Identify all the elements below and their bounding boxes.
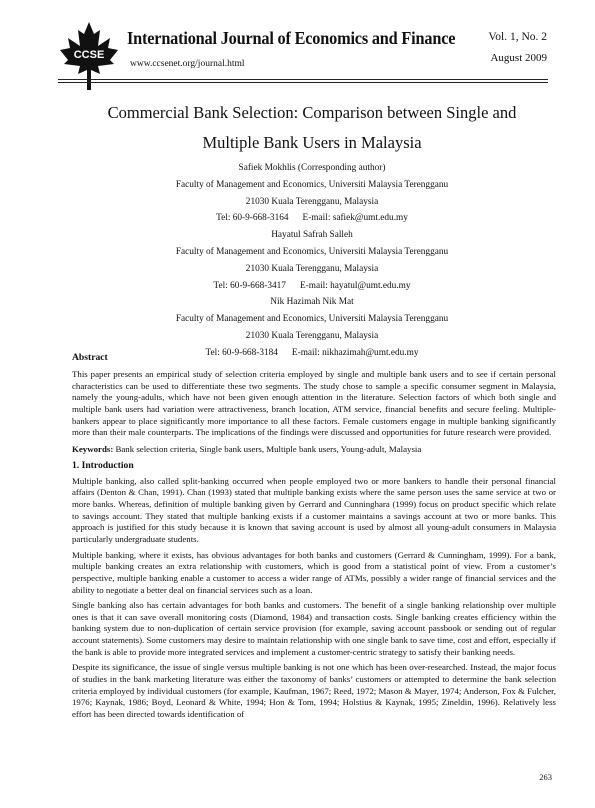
author-name: Nik Hazimah Nik Mat [270, 297, 354, 308]
keywords-label: Keywords: [72, 443, 114, 454]
keywords [72, 444, 556, 456]
abstract-text: This paper presents an empirical study of selection criteria employed by single and multiple bank users and to see if certain personal characteristics can be used to differentiate these two segments. The study chose to sample a specific consumer segment in Malaysia, namely the young-adults, which have not been given enough attention in the literature. Selection factors of which both single and multiple bank users had variation were attractiveness, branch location, ATM service, financial benefits and secure feeling. Multiple-bankers appear to place significantly more importance to all these factors. Female customers engage in multiple banking significantly more than their male counterparts. The implications of the findings were discussed and opportunities for future research were provided. [72, 369, 556, 438]
author-address: 21030 Kuala Terengganu, Malaysia [245, 330, 379, 341]
paragraph: Despite its significance, the issue of single versus multiple banking is not one which has been over-researched. Instead, the major focus of studies in the bank marketing literature was either the taxonomy of banks’ customers or attempted to determine the bank selection criteria employed by individual customers (for example, Kaufman, 1967; Reed, 1972; Mason & Mayer, 1974; Anderson, Fox & Fulcher, 1976; Kaynak, 1986; Boyd, Leonard & White, 1994; Hon & Tom, 1994; Holstius & Kaynak, 1995; Zineldin, 1996). Relatively less effort has been directed towards identification of [72, 662, 556, 720]
journal-title: International Journal of Economics and Finance [127, 28, 456, 48]
paragraph: Multiple banking, where it exists, has obvious advantages for both banks and customers (Gerrard & Cunningham, 1999). For a bank, multiple banking creates an extra relationship with customers, which is good from a statistical point of view. From a customer’s perspective, multiple banking enable a customer to access a wider range of ATMs, possibly a wider range of financial services and the ability to negotiate a better deal on financial services such as a loan. [72, 549, 556, 595]
paragraph: Single banking also has certain advantages for both banks and customers. The benefit of a single banking relationship over multiple ones is that it can save overall monitoring costs (Diamond, 1984) and transaction costs. Single banking creates efficiency within the banking system due to non-duplication of certain service provision (for example, saving account passbook or sending out of regular account statements). Some customers may desire to maintain relationship with one single bank to save time, cost and effort, especially if the bank is able to provide more integrated services and implement a customer-centric strategy to satisfy their banking needs. [72, 600, 556, 657]
author-name: Safiek Mokhlis (Corresponding author) [238, 163, 386, 173]
header-rule [58, 82, 548, 83]
author-affiliation: Faculty of Management and Economics, Universiti Malaysia Terengganu [175, 179, 449, 190]
keywords-text: Bank selection criteria, Single bank users, Multiple bank users, Young-adult, Malaysia [113, 443, 422, 454]
abstract-heading: Abstract [72, 352, 108, 363]
logo-text: CCSE [73, 49, 105, 61]
journal-volume: Vol. 1, No. 2 [488, 31, 547, 43]
author-affiliation: Faculty of Management and Economics, Universiti Malaysia Terengganu [175, 314, 449, 325]
author-contact [72, 278, 552, 295]
author-tel: Tel: 60-9-668-3417 [213, 280, 286, 291]
author-affiliation: Faculty of Management and Economics, Universiti Malaysia Terengganu [175, 246, 449, 257]
introduction-heading: 1. Introduction [72, 459, 134, 471]
author-list [72, 160, 552, 362]
header-rule [58, 79, 548, 80]
author-address: 21030 Kuala Terengganu, Malaysia [245, 263, 379, 274]
paper-title-line-1: Commercial Bank Selection: Comparison between Single and [107, 103, 517, 122]
author-address: 21030 Kuala Terengganu, Malaysia [245, 196, 379, 207]
paper-title-line-2: Multiple Bank Users in Malaysia [202, 133, 422, 152]
journal-url[interactable]: www.ccsenet.org/journal.html [130, 59, 245, 69]
author-tel: Tel: 60-9-668-3184 [205, 347, 278, 358]
paragraph: Multiple banking, also called split-banking occurred when people employed two or more bankers to handle their personal financial affairs (Denton & Chan, 1991). Chan (1993) stated that multiple banking exists where the same person uses the same service at two or more banks. Whereas, definition of multiple banking given by Gerrard and Cunninghara (1999) focus on product specific which relate to savings account. They stated that multiple banking exists if a customer maintains a savings account at two or more banks. This approach is justified for this study because it is known that saving account is used by almost all young-adult consumers in Malaysia particularly undergraduate students. [72, 475, 556, 544]
issue-date: August 2009 [490, 52, 547, 64]
author-contact [72, 210, 552, 227]
author-email[interactable]: E-mail: hayatul@umt.edu.my [299, 280, 411, 291]
author-email[interactable]: E-mail: nikhazimah@umt.edu.my [291, 347, 419, 358]
author-name: Hayatul Safrah Salleh [271, 230, 353, 241]
author-email[interactable]: E-mail: safiek@umt.edu.my [302, 213, 408, 224]
page-number: 263 [539, 772, 552, 782]
author-tel: Tel: 60-9-668-3164 [216, 213, 289, 224]
body-text [72, 352, 556, 725]
